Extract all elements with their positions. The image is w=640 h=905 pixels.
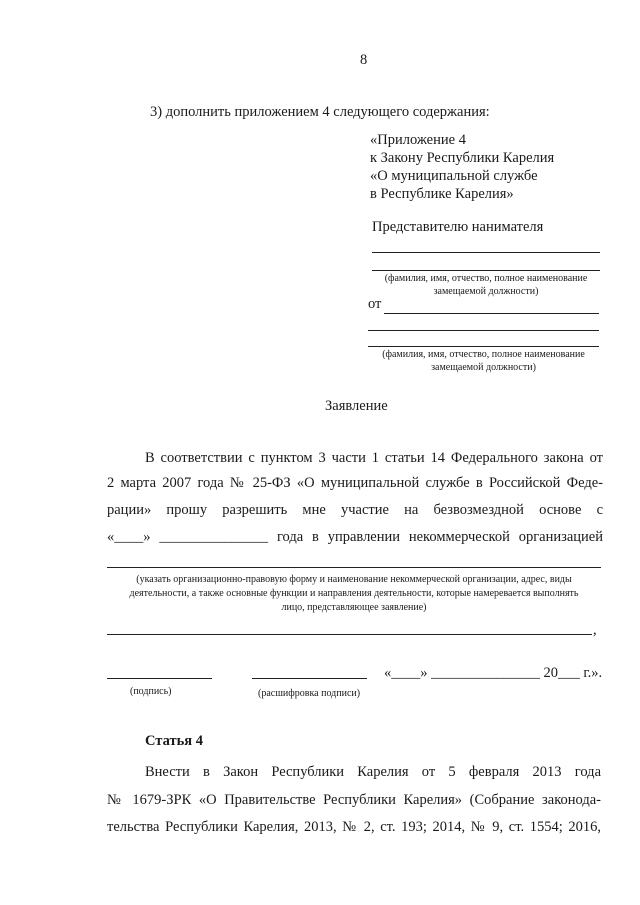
addressee-to-line-1 — [372, 252, 600, 253]
organization-line-comma: , — [593, 622, 597, 638]
article-line: № 1679-ЗРК «О Правительстве Республики Карелия» (Собрание законода- — [107, 792, 601, 808]
decode-caption: (расшифровка подписи) — [258, 688, 361, 699]
addressee-to-caption: (фамилия, имя, отчество, полное наименование замещаемой должности) — [384, 273, 588, 297]
signature-caption: (подпись) — [130, 686, 172, 697]
addressee-from-line-1 — [384, 313, 599, 314]
statement-line: «____» _______________ года в управлении некоммерческой организацией — [107, 529, 603, 545]
organization-caption: (указать организационно-правовую форму и наименование некоммерческой организации, адрес, виды деятельности, а также основные функции и направления деятельности, которые намеревается выполнять лицо, представляющее заявление) — [129, 574, 579, 613]
signature-date: «____» _______________ 20___ г.». — [384, 665, 603, 681]
item-3-text: 3) дополнить приложением 4 следующего содержания: — [150, 104, 490, 120]
statement-title: Заявление — [325, 398, 388, 414]
page-number: 8 — [360, 52, 368, 68]
organization-line-2 — [107, 634, 592, 635]
signature-line — [107, 678, 212, 679]
article-title: Статья 4 — [145, 733, 203, 749]
signature-decode-line — [252, 678, 367, 679]
article-line: тельства Республики Карелия, 2013, № 2, ст. 193; 2014, № 9, ст. 1554; 2016, — [107, 819, 601, 835]
statement-line: 2 марта 2007 года № 25-ФЗ «О муниципальной службе в Российской Феде- — [107, 475, 603, 491]
addressee-to-line-2 — [372, 270, 600, 271]
addressee-from-line-3 — [368, 346, 599, 347]
appendix-line: «О муниципальной службе — [370, 168, 538, 184]
addressee-from-label: от — [368, 296, 382, 312]
organization-line — [107, 567, 601, 568]
addressee-to-label: Представителю нанимателя — [372, 219, 544, 235]
statement-line: рации» прошу разрешить мне участие на безвозмездной основе с — [107, 502, 603, 518]
appendix-line: в Республике Карелия» — [370, 186, 514, 202]
addressee-from-line-2 — [368, 330, 599, 331]
appendix-header — [370, 131, 554, 203]
appendix-line: к Закону Республики Карелия — [370, 150, 555, 166]
statement-line: В соответствии с пунктом 3 части 1 статьи 14 Федерального закона от — [145, 450, 603, 466]
addressee-from-caption: (фамилия, имя, отчество, полное наименование замещаемой должности) — [382, 349, 585, 373]
appendix-line: «Приложение 4 — [370, 132, 466, 148]
article-line: Внести в Закон Республики Карелия от 5 февраля 2013 года — [145, 764, 601, 780]
